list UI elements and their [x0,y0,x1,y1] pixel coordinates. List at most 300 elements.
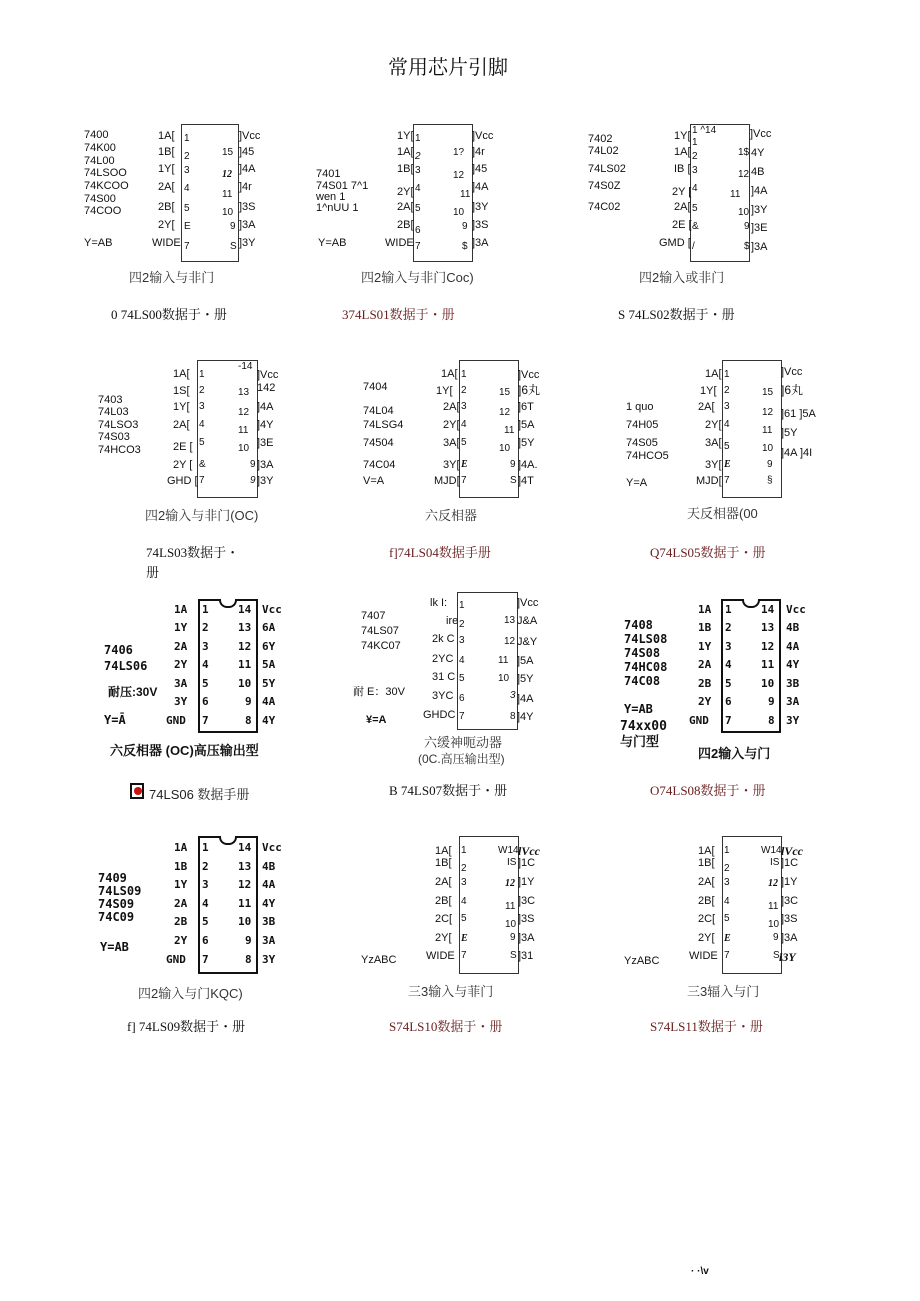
pin-number: 2 [202,860,209,873]
pin-number: E [184,221,191,232]
pin-number: & [199,459,206,470]
pin-label: ]3E [257,437,274,449]
part-number: 7402 [588,133,613,145]
pin-label: 1A[ [397,146,414,158]
pin-label: 2A[ [173,419,190,431]
pin-number: 11 [730,189,741,200]
pin-number: 3 [202,878,209,891]
part-number: 74HC08 [624,660,668,674]
pin-number: 4 [692,183,698,194]
pin-number: 10 [498,673,510,684]
pin-label: 2Y [174,658,188,671]
pin-number: 5 [724,913,730,924]
pin-label: 4Y [262,714,276,727]
part-number: 74KC07 [361,640,401,652]
pin-label: ]3S [781,913,798,925]
pin-number: 4 [415,183,421,194]
pin-label: ]Vcc [781,366,803,378]
pin-label: 3A [786,695,800,708]
pin-number: 1 [459,600,465,611]
pin-label: ]3Y [472,201,489,213]
pin-number: 2 [461,863,467,874]
pin-label: 6A [262,621,276,634]
pin-number: 12 [238,407,250,418]
part-number: 7406 [104,643,133,657]
pin-label: ]4A [239,163,256,175]
pin-label: 4A [786,640,800,653]
pin-number: E [724,459,731,470]
part-number: 74L02 [588,145,619,157]
pin-label: 3Y [262,953,276,966]
pin-label: ]3C [781,895,799,907]
pin-label: 4B [751,166,765,178]
pin-label: 2Y[ [397,186,414,198]
pin-label: 142 [257,382,276,394]
pin-label: 1B[ [158,146,175,158]
part-number: 7400 [84,129,109,141]
pin-number: 6 [202,695,209,708]
pin-label: ]3Y [239,237,256,249]
pin-number: 13 [238,860,252,873]
pin-label: 1Y[ [397,130,414,142]
pin-label: ]Vcc [257,369,279,381]
pin-number: 9 [250,475,256,486]
pin-number: 3 [202,640,209,653]
pin-number: 10 [762,443,774,454]
pin-number: 3 [692,165,698,176]
pin-label: GND [166,953,186,966]
part-number: 74S01 7^1 [316,180,369,192]
pin-label: 2B [698,677,712,690]
pin-label: 3A[ [705,437,722,449]
pin-number: 2 [202,621,209,634]
pin-label: ]6丸 [781,383,804,397]
chip-caption: 四2输入或非门 [639,270,725,285]
pin-label: 2E [ [672,219,692,231]
pin-number: 8 [245,714,252,727]
chip-caption: 六反相器 [425,508,478,523]
pin-number: 4 [724,419,730,430]
logic-equation: Y=A [626,477,648,489]
pin-number: 13 [238,621,252,634]
pin-label: 1A[ [698,845,715,857]
pin-number: 2 [692,151,698,162]
chip-caption: 四2输入与门KQC) [138,986,243,1001]
pin-number: 9 [773,932,779,943]
chip-caption: 四2输入与非门 [129,270,215,285]
pin-label: ]5Y [518,437,535,449]
pin-label: 4Y [786,658,800,671]
pin-number: E [724,933,731,944]
pin-label: 3A [262,934,276,947]
pin-label: WIDE [152,237,181,249]
datasheet-link[interactable]: 74LS03数据于・ [146,545,240,560]
pin-label: 2A [174,897,188,910]
part-number: 74L04 [363,405,394,417]
pin-label: 2A[ [698,401,715,413]
pin-number: 8 [510,711,516,722]
pin-label: ]6丸 [518,383,541,397]
pin-number: 11 [238,425,249,436]
datasheet-link[interactable]: f] 74LS09数据于・册 [127,1019,246,1034]
pin-number: 12 [499,407,511,418]
pin-label: GND [689,714,709,727]
voltage-rating: 耐压:30V [108,685,158,699]
part-number: 7404 [363,381,388,393]
pin-number: 5 [415,203,421,214]
pin-label: ]3A [257,459,274,471]
pin-number: 14 [761,603,775,616]
pin-label: 6Y [262,640,276,653]
pin-number: 5 [202,915,209,928]
pin-label: 2Y[ [698,932,715,944]
pin-number: 1 [725,603,732,616]
pin-label: 2A[ [397,201,414,213]
pin-label: 1A[ [158,130,175,142]
part-number: 74S08 [624,646,661,660]
pin-label: ]3S [518,913,535,925]
pin-number: $ [744,241,750,252]
pin-label: ]1Y [518,876,535,888]
pin-label: ]4A [257,401,274,413]
part-number: 74C02 [588,201,621,213]
pin-number: 1? [453,147,465,158]
pin-number: 7 [202,714,209,727]
chip-body [457,592,518,730]
pin-label: ]4A ]4I [781,447,813,459]
pin-label: ]4T [518,475,534,487]
pin-number: 12 [738,169,750,180]
pin-label: ]3A [239,219,256,231]
pin-label: ]3A [472,237,489,249]
pin-number: 5 [724,441,730,452]
pin-label: Vcc [262,841,282,854]
pin-number: 11 [460,189,471,200]
pin-label: 5Y [262,677,276,690]
pin-label: ]6T [518,401,534,413]
pin-number: 3 [459,635,465,646]
pin-label: ]3C [518,895,536,907]
datasheet-link[interactable]: 374LS01数据于・册 [342,307,455,322]
pin-number: 4 [202,897,209,910]
pin-number: 4 [461,896,467,907]
part-number: 74K00 [84,142,116,154]
logic-equation: Y=Ā [104,713,126,727]
pin-number: 11 [238,897,252,910]
pin-number: 9 [744,221,750,232]
datasheet-link[interactable]: B 74LS07数据于・册 [389,783,508,798]
chip-body [690,124,750,262]
series-label: 与门型 [620,734,660,749]
pin-label: 3A[ [443,437,460,449]
pin-label: GND [166,714,186,727]
pin-label: 1S[ [173,385,190,397]
pin-number: 1 [692,137,698,148]
pin-number: 6 [415,225,421,236]
part-number: 74LSO3 [98,419,139,431]
pin-label: 2Y[ [435,932,452,944]
pin-number: S [510,475,517,486]
pin-number: 10 [453,207,465,218]
pin-number: 4 [184,183,190,194]
pin-number: W14 [498,845,519,856]
part-number: 1^nUU 1 [316,202,359,214]
pin-label: 2E [ [173,441,193,453]
pin-number: IS [770,857,780,868]
pin-label: 2B[ [158,201,175,213]
pin-number: 15 [222,147,234,158]
pin-label: lVcc [781,844,803,858]
pin-number: 6 [202,934,209,947]
datasheet-link[interactable]: O74LS08数据于・册 [650,783,766,798]
pin-number: 3 [184,165,190,176]
pin-number: 5 [199,437,205,448]
pin-label: IB [ [674,163,691,175]
pin-number: 9 [767,459,773,470]
logic-equation: Y=AB [84,237,113,249]
pin-number: & [692,221,699,232]
pin-number: 2 [724,385,730,396]
pin-label: 3YC [432,690,454,702]
pin-number: 3 [724,877,730,888]
pin-label: 3B [262,915,276,928]
pin-label: 4A [262,878,276,891]
pin-number: S [230,241,237,252]
pin-number: 5 [461,437,467,448]
part-number: 74LSOO [84,167,127,179]
pin-number: 1 [461,369,467,380]
pin-number: 11 [238,658,252,671]
pin-number: 14 [238,841,252,854]
pin-label: 2A[ [158,181,175,193]
pin-number: 1 [461,845,467,856]
pin-label: 2Y[ [158,219,175,231]
part-number: 74H05 [626,419,659,431]
pin-label: 1B [174,860,188,873]
chip-caption: 三3辐入与门 [687,984,760,999]
datasheet-link[interactable]: S 74LS02数据于・册 [618,307,735,322]
part-number: 74S0Z [588,180,621,192]
pin-label: ]1C [781,857,799,869]
pin-label: 2A[ [435,876,452,888]
part-number: 74LS06 [104,659,148,673]
pin-label: 1Y[ [674,130,691,142]
pin-number: S [510,950,517,961]
chip-caption: 天反相器(00 [687,506,758,521]
pin-label: 1Y [174,878,188,891]
chip-caption-sub: (0C.高压输出型) [418,752,505,766]
datasheet-link[interactable]: f]74LS04数据手册 [389,545,491,560]
datasheet-link-cont[interactable]: 册 [146,565,160,580]
pin-label: WIDE [385,237,414,249]
chip-caption: 三3输入与菲门 [408,984,494,999]
pin-label: 1B[ [698,857,715,869]
pin-label: 1A[ [441,368,458,380]
pin-number: 11 [504,425,515,436]
pin-label: 2Y [ [672,186,692,198]
pin-label: 4B [786,621,800,634]
pin-label: WIDE [689,950,718,962]
pin-number: 7 [461,950,467,961]
part-number: 74S05 [626,437,658,449]
pin-number: 10 [238,915,252,928]
pin-label: 2k C [432,633,455,645]
part-number: 74HCO5 [626,450,669,462]
pin-number: 12 [505,878,515,889]
pin-number: 7 [415,241,421,252]
pin-number: 2 [459,619,465,630]
pin-number: 1$ [738,147,750,158]
pin-label: 3A [174,677,188,690]
pin-number: 11 [761,658,775,671]
pin-number: 11 [222,189,233,200]
series-label: 74xx00 [620,719,667,734]
pin-number: 15 [762,387,774,398]
pin-label: 5A [262,658,276,671]
pin-label: ]3S [472,219,489,231]
pin-label: 4Y [262,897,276,910]
pin-number: 7 [725,714,732,727]
pin-label: 4Y [751,147,765,159]
pin-number: 5 [459,673,465,684]
datasheet-link[interactable]: Q74LS05数据于・册 [650,545,766,560]
pin-number: 10 [768,919,780,930]
pin-number: 12 [453,170,465,181]
pin-number: 1 [724,369,730,380]
part-number: 7409 [98,871,127,885]
datasheet-link[interactable]: 74LS06 数据手册 [149,787,250,802]
pin-number: 7 [202,953,209,966]
logic-equation: Y=AB [100,940,129,954]
pin-number: 13 [238,387,250,398]
pin-label: ]5Y [517,673,534,685]
part-number: 74C04 [363,459,396,471]
pin-label: ]61 ]5A [781,408,816,420]
pin-number: 4 [199,419,205,430]
logic-equation: YzABC [361,954,397,966]
pin-label: 2Y [ [173,459,193,471]
part-number: 74LS02 [588,163,626,175]
datasheet-link[interactable]: S74LS11数据于・册 [650,1019,763,1034]
pin-number: 7 [461,475,467,486]
pin-label: ]5Y [781,427,798,439]
pin-number: 5 [202,677,209,690]
pin-label: ]4A [472,181,489,193]
logic-equation: YzABC [624,955,660,967]
pin-label: ]4r [472,146,485,158]
pin-number: 1 [202,603,209,616]
pin-number: 12 [762,407,774,418]
pin-label: ]3A [518,932,535,944]
pin-number: 11 [768,901,779,912]
pin-label: ]4A [751,185,768,197]
part-number: 74LSG4 [363,419,404,431]
pin-number: 3 [199,401,205,412]
pin-label: ]4Y [257,419,274,431]
pin-label: 2A[ [698,876,715,888]
pin-label: 2Y[ [705,419,722,431]
pin-label: ]45 [472,163,488,175]
pin-number: 5 [184,203,190,214]
pin-label: 3Y [174,695,188,708]
pin-number: 9 [510,459,516,470]
pdf-icon-mark [134,787,142,795]
datasheet-link[interactable]: S74LS10数据于・册 [389,1019,503,1034]
pin-label: 1Y[ [158,163,175,175]
pin-number: 9 [245,934,252,947]
pin-number: 1 [184,133,190,144]
pin-number: 12 [238,878,252,891]
chip-caption: 六缓神呃动器 [424,735,503,750]
pin-number: 3 [725,640,732,653]
pin-number: 4 [725,658,732,671]
part-number: 7407 [361,610,386,622]
pin-label: Vcc [262,603,282,616]
pin-number: 10 [222,207,234,218]
logic-equation: Y=AB [318,237,347,249]
pin-label: ]3Y [751,204,768,216]
part-number: 74HCO3 [98,444,141,456]
pin-number: 1 [199,369,205,380]
pin-label: lk I: [430,597,448,609]
pin-label: ]1C [518,857,536,869]
pin-number: 3 [461,877,467,888]
pin-number: 2 [724,863,730,874]
pin-number: 12 [761,640,775,653]
part-number: 74L03 [98,406,129,418]
pin-label: 2B[ [698,895,715,907]
pin-number: 5 [725,677,732,690]
pin-label: MJD[ [434,475,460,487]
datasheet-link[interactable]: 0 74LS00数据于・册 [111,307,227,322]
pin-number: 4 [459,655,465,666]
pin-number: 13 [504,615,516,626]
pin-number: 7 [199,475,205,486]
pin-label: ]3A [751,241,768,253]
pin-number: 1 [202,841,209,854]
pin-number: 12 [504,636,516,647]
pin-label: 2Y [698,695,712,708]
pin-number: 10 [238,677,252,690]
pin-number: 9 [462,221,468,232]
pin-label: ]4Y [517,711,534,723]
pin-number: / [692,241,695,252]
pin-label: GHD [ [167,475,198,487]
pin-label: 1Y [174,621,188,634]
part-number: 74KCOO [84,180,129,192]
pin-label: ]3A [781,932,798,944]
pin-number: 11 [505,901,516,912]
pin-label: ire [446,615,459,627]
pin-number: 3 [415,165,421,176]
pin-label: 1Y [698,640,712,653]
chip-caption: 四2输入与非门Coc) [361,270,474,285]
pin-label: 1A [174,603,188,616]
pin-number: 9 [250,459,256,470]
logic-equation: V=A [363,475,385,487]
pin-number: 6 [459,693,465,704]
chip-caption: 六反相器 (OC)高压输出型 [110,743,259,758]
pin-number: 10 [499,443,511,454]
pin-label: 2C[ [435,913,453,925]
pin-label: lVcc [518,844,540,858]
pin-number: 3 [510,690,516,701]
pin-number: W14 [761,845,782,856]
pin-number: 3 [724,401,730,412]
pin-label: J&A [517,615,538,627]
pin-label: ]Vcc [472,130,494,142]
pin-label: J&Y [517,636,538,648]
